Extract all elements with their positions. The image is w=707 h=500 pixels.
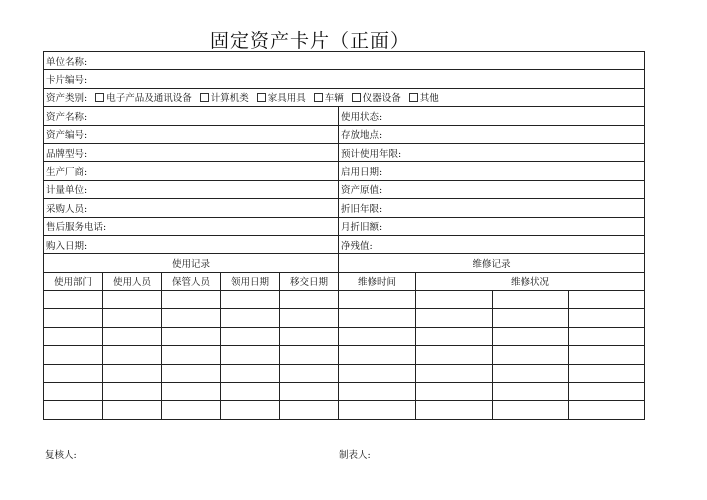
record-cell[interactable] [416,327,493,345]
field-label: 计量单位: [44,180,339,198]
record-cell[interactable] [569,383,645,401]
category-cell [44,88,645,106]
checkbox-icon[interactable] [95,93,104,102]
record-row [44,364,645,382]
record-cell[interactable] [339,383,416,401]
record-cell[interactable] [44,291,103,309]
field-label: 预计使用年限: [339,143,645,161]
record-cell[interactable] [493,364,569,382]
record-cell[interactable] [569,346,645,364]
category-option[interactable] [352,93,401,104]
record-row [44,346,645,364]
record-cell[interactable] [162,327,221,345]
record-cell[interactable] [162,401,221,419]
column-header: 领用日期 [221,272,280,290]
info-row [44,107,645,125]
record-cell[interactable] [280,327,339,345]
field-label: 净残值: [339,235,645,253]
column-header-row [44,272,645,290]
record-cell[interactable] [493,309,569,327]
checkbox-icon[interactable] [314,93,323,102]
record-cell[interactable] [103,364,162,382]
record-cell[interactable] [44,327,103,345]
record-cell[interactable] [221,364,280,382]
record-cell[interactable] [162,346,221,364]
category-label: 资产类别: [46,93,88,105]
column-header: 保管人员 [162,272,221,290]
checkbox-icon[interactable] [352,93,361,102]
record-row [44,401,645,419]
field-label: 采购人员: [44,199,339,217]
category-option-label: 仪器设备 [362,93,401,105]
record-cell[interactable] [416,309,493,327]
record-cell[interactable] [569,309,645,327]
record-cell[interactable] [103,309,162,327]
info-row [44,235,645,253]
info-row [44,125,645,143]
column-header: 使用部门 [44,272,103,290]
record-cell[interactable] [103,401,162,419]
record-cell[interactable] [280,291,339,309]
record-cell[interactable] [416,401,493,419]
category-option-label: 计算机类 [210,93,249,105]
record-cell[interactable] [221,383,280,401]
section-header-row [44,254,645,272]
record-cell[interactable] [44,309,103,327]
record-cell[interactable] [339,401,416,419]
record-cell[interactable] [280,364,339,382]
record-cell[interactable] [221,346,280,364]
field-label: 单位名称: [44,52,645,70]
record-row [44,383,645,401]
preparer-label: 制表人: [339,450,371,461]
record-row [44,291,645,309]
record-cell[interactable] [44,383,103,401]
field-label: 资产编号: [44,125,339,143]
maintenance-record-heading: 维修记录 [339,254,645,272]
record-cell[interactable] [221,291,280,309]
field-label: 品牌型号: [44,143,339,161]
record-cell[interactable] [221,309,280,327]
record-cell[interactable] [339,309,416,327]
record-cell[interactable] [493,401,569,419]
record-cell[interactable] [339,364,416,382]
info-row [44,162,645,180]
record-cell[interactable] [416,383,493,401]
record-cell[interactable] [162,291,221,309]
field-label: 生产厂商: [44,162,339,180]
record-cell[interactable] [493,383,569,401]
field-label: 折旧年限: [339,199,645,217]
page-title: 固定资产卡片（正面） [209,30,410,52]
header-row [44,70,645,88]
record-cell[interactable] [221,401,280,419]
category-option-label: 家具用具 [267,93,306,105]
field-label: 卡片编号: [44,70,645,88]
field-label: 使用状态: [339,107,645,125]
category-option[interactable] [409,93,439,104]
record-cell[interactable] [339,291,416,309]
record-cell[interactable] [162,309,221,327]
field-label: 月折旧额: [339,217,645,235]
record-cell[interactable] [493,291,569,309]
record-cell[interactable] [162,383,221,401]
category-option-label: 车辆 [324,93,344,105]
record-cell[interactable] [280,383,339,401]
header-row [44,52,645,70]
info-row [44,217,645,235]
category-row [44,88,645,106]
record-cell[interactable] [416,346,493,364]
record-cell[interactable] [416,291,493,309]
column-header: 移交日期 [280,272,339,290]
record-cell[interactable] [44,364,103,382]
field-label: 售后服务电话: [44,217,339,235]
record-row [44,327,645,345]
column-header: 维修时间 [339,272,416,290]
record-cell[interactable] [416,364,493,382]
field-label: 存放地点: [339,125,645,143]
category-option[interactable] [257,93,306,104]
column-header: 维修状况 [416,272,645,290]
record-cell[interactable] [162,364,221,382]
field-label: 启用日期: [339,162,645,180]
record-cell[interactable] [493,346,569,364]
record-cell[interactable] [339,346,416,364]
record-row [44,309,645,327]
checkbox-icon[interactable] [409,93,418,102]
record-cell[interactable] [103,346,162,364]
category-option[interactable] [200,93,249,104]
record-cell[interactable] [103,383,162,401]
checkbox-icon[interactable] [257,93,266,102]
category-option[interactable] [314,93,344,104]
record-cell[interactable] [569,401,645,419]
record-cell[interactable] [280,346,339,364]
field-label: 资产原值: [339,180,645,198]
record-cell[interactable] [103,291,162,309]
reviewer-label: 复核人: [45,450,77,461]
category-option-label: 其他 [419,93,439,105]
record-cell[interactable] [280,401,339,419]
usage-record-heading: 使用记录 [44,254,339,272]
field-label: 资产名称: [44,107,339,125]
record-cell[interactable] [569,291,645,309]
record-cell[interactable] [280,309,339,327]
column-header: 使用人员 [103,272,162,290]
record-cell[interactable] [569,364,645,382]
checkbox-icon[interactable] [200,93,209,102]
category-option[interactable] [95,93,192,104]
record-cell[interactable] [339,327,416,345]
info-row [44,180,645,198]
record-cell[interactable] [569,327,645,345]
record-cell[interactable] [493,327,569,345]
record-cell[interactable] [103,327,162,345]
category-option-label: 电子产品及通讯设备 [106,93,192,105]
field-label: 购入日期: [44,235,339,253]
record-cell[interactable] [44,346,103,364]
info-row [44,143,645,161]
record-cell[interactable] [44,401,103,419]
asset-card-table [43,51,645,420]
record-cell[interactable] [221,327,280,345]
info-row [44,199,645,217]
